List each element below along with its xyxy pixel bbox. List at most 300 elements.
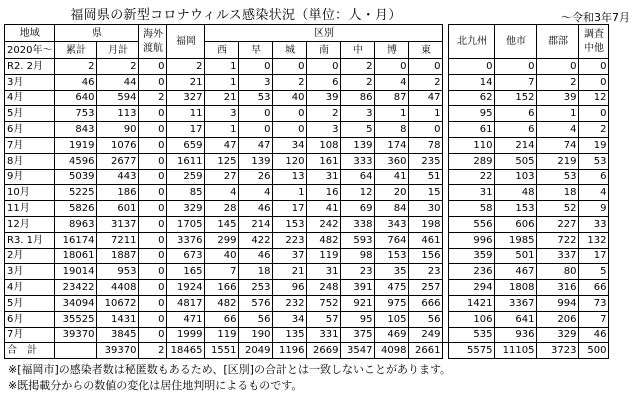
table-cell: 666 — [409, 295, 443, 311]
table-row — [5, 74, 609, 90]
row-label: 6月 — [5, 311, 55, 327]
table-row — [5, 90, 609, 106]
table-cell: 2 — [579, 122, 609, 138]
table-cell: 1999 — [167, 327, 205, 343]
table-cell: 3 — [307, 122, 341, 138]
table-cell: 16174 — [55, 232, 97, 248]
table-cell: 329 — [537, 327, 579, 343]
table-cell: 1924 — [167, 280, 205, 296]
table-cell: 576 — [239, 295, 273, 311]
table-cell: 422 — [239, 232, 273, 248]
table-cell: 84 — [375, 201, 409, 217]
table-cell: 4 — [579, 185, 609, 201]
table-cell: 44 — [97, 74, 139, 90]
table-cell: 23 — [409, 264, 443, 280]
table-cell: 0 — [139, 264, 167, 280]
table-cell: 62 — [449, 90, 495, 106]
table-cell: 5225 — [55, 185, 97, 201]
table-cell: 6 — [495, 106, 537, 122]
table-cell: 61 — [449, 122, 495, 138]
table-cell: 2 — [139, 343, 167, 359]
table-cell: 132 — [579, 232, 609, 248]
table-cell: 13 — [273, 169, 307, 185]
table-cell: 0 — [273, 122, 307, 138]
table-cell: 161 — [307, 153, 341, 169]
table-cell: 1421 — [449, 295, 495, 311]
table-cell: 0 — [139, 106, 167, 122]
table-cell: 174 — [375, 137, 409, 153]
total-row — [5, 343, 609, 359]
table-cell: 34094 — [55, 295, 97, 311]
table-cell: 10672 — [97, 295, 139, 311]
row-label: 7月 — [5, 137, 55, 153]
table-cell: 1705 — [167, 216, 205, 232]
table-cell: 98 — [341, 248, 375, 264]
table-cell: 4 — [537, 122, 579, 138]
table-cell: 0 — [139, 311, 167, 327]
table-cell: 110 — [449, 137, 495, 153]
table-cell: 57 — [307, 311, 341, 327]
table-cell: 28 — [205, 201, 239, 217]
note-line: ※[福岡市]の感染者数は秘匿数もあるため、[区別]の合計とは一致しないことがあります。 — [8, 363, 452, 376]
table-cell: 190 — [239, 327, 273, 343]
table-cell: 2 — [139, 90, 167, 106]
table-cell: 236 — [449, 264, 495, 280]
table-cell: 66 — [205, 311, 239, 327]
row-label: 合 計 — [5, 343, 55, 359]
table-cell: 594 — [97, 90, 139, 106]
notes — [8, 362, 451, 394]
row-label: 9月 — [5, 169, 55, 185]
table-cell: 186 — [97, 185, 139, 201]
table-cell: 48 — [495, 185, 537, 201]
table-cell: 248 — [307, 280, 341, 296]
table-cell: 1 — [205, 74, 239, 90]
table-cell: 64 — [341, 169, 375, 185]
table-cell: 1431 — [97, 311, 139, 327]
table-cell: 0 — [537, 59, 579, 75]
table-cell: 1 — [537, 106, 579, 122]
ward-header: 博 — [375, 42, 409, 59]
table-cell: 500 — [579, 343, 609, 359]
table-row — [5, 311, 609, 327]
table-cell: 333 — [341, 153, 375, 169]
ward-group-header: 区別 — [205, 25, 443, 42]
table-cell: 0 — [139, 295, 167, 311]
table-cell: 47 — [239, 137, 273, 153]
table-cell: 41 — [375, 169, 409, 185]
row-label: 5月 — [5, 295, 55, 311]
table-cell: 103 — [495, 169, 537, 185]
table-cell: 606 — [495, 216, 537, 232]
row-label: 5月 — [5, 106, 55, 122]
table-cell: 294 — [449, 280, 495, 296]
table-cell: 0 — [579, 106, 609, 122]
table-cell: 659 — [167, 137, 205, 153]
table-cell: 4098 — [375, 343, 409, 359]
table-cell: 17 — [579, 248, 609, 264]
table-cell: 0 — [139, 185, 167, 201]
table-cell: 39370 — [55, 327, 97, 343]
table-cell: 14 — [449, 74, 495, 90]
table-cell: 471 — [167, 311, 205, 327]
table-row — [5, 295, 609, 311]
fukuoka-header: 福岡 — [167, 25, 205, 59]
table-cell: 299 — [205, 232, 239, 248]
table-cell: 975 — [375, 295, 409, 311]
table-cell: 3367 — [495, 295, 537, 311]
table-cell: 18061 — [55, 248, 97, 264]
table-cell: 0 — [139, 74, 167, 90]
table-cell: 18 — [239, 264, 273, 280]
table-cell: 257 — [409, 280, 443, 296]
table-cell: 360 — [375, 153, 409, 169]
table-cell: 3376 — [167, 232, 205, 248]
table-cell: 23422 — [55, 280, 97, 296]
row-label: 8月 — [5, 153, 55, 169]
table-cell: 0 — [139, 216, 167, 232]
table-cell — [55, 343, 97, 359]
ward-header: 西 — [205, 42, 239, 59]
table-cell: 1 — [273, 185, 307, 201]
table-cell: 120 — [273, 153, 307, 169]
table-cell: 469 — [375, 327, 409, 343]
table-cell: 601 — [97, 201, 139, 217]
table-cell: 153 — [495, 201, 537, 217]
table-cell: 145 — [205, 216, 239, 232]
table-cell: 119 — [205, 327, 239, 343]
investigating-header: 調査中他 — [579, 25, 609, 59]
row-label: 3月 — [5, 74, 55, 90]
other-city-header: 他市 — [495, 25, 537, 59]
table-cell: 0 — [139, 59, 167, 75]
table-cell: 58 — [449, 201, 495, 217]
kitakyushu-header: 北九州 — [449, 25, 495, 59]
table-cell: 0 — [139, 248, 167, 264]
table-cell: 2 — [307, 106, 341, 122]
table-cell: 2 — [55, 59, 97, 75]
table-cell: 34 — [273, 137, 307, 153]
overseas-header: 海外渡航 — [139, 25, 167, 59]
table-cell: 27 — [205, 169, 239, 185]
table-cell: 96 — [273, 280, 307, 296]
table-cell: 1 — [375, 106, 409, 122]
row-label: 3月 — [5, 264, 55, 280]
table-cell: 39 — [537, 90, 579, 106]
table-cell: 359 — [449, 248, 495, 264]
table-row — [5, 232, 609, 248]
table-cell: 1196 — [273, 343, 307, 359]
table-row — [5, 327, 609, 343]
table-cell: 2 — [537, 74, 579, 90]
table-cell: 235 — [409, 153, 443, 169]
table-cell: 227 — [537, 216, 579, 232]
row-label: 6月 — [5, 122, 55, 138]
ward-header: 南 — [307, 42, 341, 59]
table-cell: 53 — [239, 90, 273, 106]
table-cell: 482 — [205, 295, 239, 311]
cumulative-header: 累計 — [55, 42, 97, 59]
table-cell: 391 — [341, 280, 375, 296]
table-cell: 223 — [273, 232, 307, 248]
row-label: 12月 — [5, 216, 55, 232]
table-cell: 105 — [375, 311, 409, 327]
table-cell: 1985 — [495, 232, 537, 248]
table-cell: 4 — [205, 185, 239, 201]
table-cell: 4 — [375, 74, 409, 90]
table-cell: 86 — [341, 90, 375, 106]
ward-header: 東 — [409, 42, 443, 59]
table-cell: 0 — [139, 169, 167, 185]
table-cell: 6 — [579, 169, 609, 185]
table-cell: 467 — [495, 264, 537, 280]
table-cell: 125 — [205, 153, 239, 169]
table-cell: 4817 — [167, 295, 205, 311]
table-cell: 0 — [375, 59, 409, 75]
table-cell: 1887 — [97, 248, 139, 264]
table-cell: 39 — [307, 90, 341, 106]
table-cell: 641 — [495, 311, 537, 327]
table-cell: 3137 — [97, 216, 139, 232]
table-cell: 22 — [449, 169, 495, 185]
table-cell: 936 — [495, 327, 537, 343]
table-cell: 501 — [495, 248, 537, 264]
row-label: 10月 — [5, 185, 55, 201]
ward-header: 早 — [239, 42, 273, 59]
table-cell: 34 — [273, 311, 307, 327]
table-cell: 921 — [341, 295, 375, 311]
table-cell: 4 — [239, 185, 273, 201]
table-cell: 259 — [167, 169, 205, 185]
table-cell: 46 — [239, 201, 273, 217]
page-title: 福岡県の新型コロナウィルス感染状況（単位：人・月） — [70, 8, 402, 23]
table-cell: 46 — [55, 74, 97, 90]
table-row — [5, 59, 609, 75]
table-cell: 31 — [307, 169, 341, 185]
table-cell: 5039 — [55, 169, 97, 185]
table-cell: 139 — [239, 153, 273, 169]
table-cell: 165 — [167, 264, 205, 280]
table-cell: 106 — [449, 311, 495, 327]
table-cell: 87 — [375, 90, 409, 106]
area-header-bottom: 2020年～ — [5, 42, 55, 59]
table-cell: 535 — [449, 327, 495, 343]
table-cell: 249 — [409, 327, 443, 343]
table-cell: 166 — [205, 280, 239, 296]
table-cell: 95 — [341, 311, 375, 327]
table-cell: 26 — [239, 169, 273, 185]
table-cell: 17 — [167, 122, 205, 138]
table-cell: 2 — [409, 74, 443, 90]
table-cell: 329 — [167, 201, 205, 217]
table-cell: 18 — [537, 185, 579, 201]
table-row — [5, 137, 609, 153]
table-cell: 3 — [205, 106, 239, 122]
table-cell: 640 — [55, 90, 97, 106]
table-cell: 113 — [97, 106, 139, 122]
table-cell: 7 — [495, 74, 537, 90]
table-cell: 56 — [239, 311, 273, 327]
table-cell: 11 — [167, 106, 205, 122]
table-cell: 7211 — [97, 232, 139, 248]
table-cell: 0 — [139, 280, 167, 296]
table-cell: 52 — [537, 201, 579, 217]
table-cell: 475 — [375, 280, 409, 296]
table-cell: 46 — [579, 327, 609, 343]
table-cell: 1919 — [55, 137, 97, 153]
table-cell: 0 — [273, 59, 307, 75]
table-cell: 40 — [273, 90, 307, 106]
table-cell: 753 — [55, 106, 97, 122]
table-cell: 2 — [167, 59, 205, 75]
table-cell: 19014 — [55, 264, 97, 280]
table-cell: 343 — [375, 216, 409, 232]
row-label: 2月 — [5, 248, 55, 264]
table-cell: 0 — [139, 327, 167, 343]
table-cell: 3 — [341, 106, 375, 122]
table-cell: 2 — [97, 59, 139, 75]
table-cell: 139 — [341, 137, 375, 153]
table-cell: 78 — [409, 137, 443, 153]
table-cell: 2 — [273, 74, 307, 90]
table-cell: 2 — [341, 74, 375, 90]
table-cell: 337 — [537, 248, 579, 264]
table-cell: 375 — [341, 327, 375, 343]
table-cell: 73 — [579, 295, 609, 311]
table-cell: 5 — [579, 264, 609, 280]
table-cell: 108 — [307, 137, 341, 153]
table-cell: 3723 — [537, 343, 579, 359]
table-cell: 31 — [307, 264, 341, 280]
table-cell: 2049 — [239, 343, 273, 359]
table-cell: 764 — [375, 232, 409, 248]
row-label: 4月 — [5, 280, 55, 296]
table-cell: 6 — [307, 74, 341, 90]
table-cell: 994 — [537, 295, 579, 311]
table-cell: 5 — [341, 122, 375, 138]
table-cell: 3 — [239, 74, 273, 90]
table-cell: 47 — [205, 137, 239, 153]
table-cell: 0 — [409, 122, 443, 138]
table-cell: 242 — [307, 216, 341, 232]
table-cell: 593 — [341, 232, 375, 248]
table-cell: 316 — [537, 280, 579, 296]
table-row — [5, 264, 609, 280]
table-cell: 15 — [409, 185, 443, 201]
table-cell: 21 — [205, 90, 239, 106]
row-label: 11月 — [5, 201, 55, 217]
table-cell: 482 — [307, 232, 341, 248]
table-cell: 1 — [409, 106, 443, 122]
table-cell: 17 — [273, 201, 307, 217]
table-cell: 6 — [495, 122, 537, 138]
table-cell: 996 — [449, 232, 495, 248]
table-row — [5, 280, 609, 296]
table-cell: 443 — [97, 169, 139, 185]
table-cell: 1 — [205, 59, 239, 75]
table-cell: 1076 — [97, 137, 139, 153]
table-cell: 20 — [375, 185, 409, 201]
table-cell: 843 — [55, 122, 97, 138]
table-cell: 11105 — [495, 343, 537, 359]
table-cell: 219 — [537, 153, 579, 169]
table-cell: 2661 — [409, 343, 443, 359]
table-cell: 0 — [239, 122, 273, 138]
ward-header: 城 — [273, 42, 307, 59]
table-cell: 2 — [341, 59, 375, 75]
table-cell: 0 — [239, 59, 273, 75]
table-cell: 156 — [409, 248, 443, 264]
table-cell: 40 — [205, 248, 239, 264]
row-label: 4月 — [5, 90, 55, 106]
table-cell: 33 — [579, 216, 609, 232]
table-cell: 53 — [537, 169, 579, 185]
table-cell: 214 — [495, 137, 537, 153]
table-cell: 51 — [409, 169, 443, 185]
table-cell: 7 — [205, 264, 239, 280]
table-cell: 19 — [579, 137, 609, 153]
table-cell: 2669 — [307, 343, 341, 359]
table-cell: 153 — [375, 248, 409, 264]
table-cell: 1 — [205, 122, 239, 138]
table-cell: 752 — [307, 295, 341, 311]
table-cell: 214 — [239, 216, 273, 232]
note-line: ※既掲載分からの数値の変化は居住地判明によるものです。 — [8, 379, 303, 392]
table-cell: 327 — [167, 90, 205, 106]
table-cell: 5575 — [449, 343, 495, 359]
table-row — [5, 216, 609, 232]
table-cell: 338 — [341, 216, 375, 232]
monthly-header: 月計 — [97, 42, 139, 59]
covid-table — [4, 24, 609, 359]
table-cell: 23 — [341, 264, 375, 280]
pref-header: 県 — [55, 25, 139, 42]
table-cell: 35525 — [55, 311, 97, 327]
table-cell: 331 — [307, 327, 341, 343]
table-cell: 56 — [409, 311, 443, 327]
table-cell: 953 — [97, 264, 139, 280]
table-cell: 461 — [409, 232, 443, 248]
table-cell: 74 — [537, 137, 579, 153]
table-cell: 31 — [449, 185, 495, 201]
table-cell: 152 — [495, 90, 537, 106]
table-cell: 18465 — [167, 343, 205, 359]
table-cell: 0 — [139, 137, 167, 153]
table-cell: 0 — [449, 59, 495, 75]
table-cell: 7 — [579, 311, 609, 327]
table-cell: 556 — [449, 216, 495, 232]
table-cell: 153 — [273, 216, 307, 232]
table-cell: 53 — [579, 153, 609, 169]
county-header: 郡部 — [537, 25, 579, 59]
row-label: R3. 1月 — [5, 232, 55, 248]
table-row — [5, 201, 609, 217]
date-range: ～令和3年7月 — [561, 11, 630, 24]
table-cell: 37 — [273, 248, 307, 264]
table-row — [5, 122, 609, 138]
table-cell: 253 — [239, 280, 273, 296]
table-cell: 30 — [409, 201, 443, 217]
table-cell: 41 — [307, 201, 341, 217]
table-cell: 0 — [139, 201, 167, 217]
table-cell: 0 — [495, 59, 537, 75]
table-cell: 3845 — [97, 327, 139, 343]
table-cell: 1551 — [205, 343, 239, 359]
table-cell: 0 — [273, 106, 307, 122]
table-cell: 1808 — [495, 280, 537, 296]
table-cell: 198 — [409, 216, 443, 232]
table-cell: 80 — [537, 264, 579, 280]
